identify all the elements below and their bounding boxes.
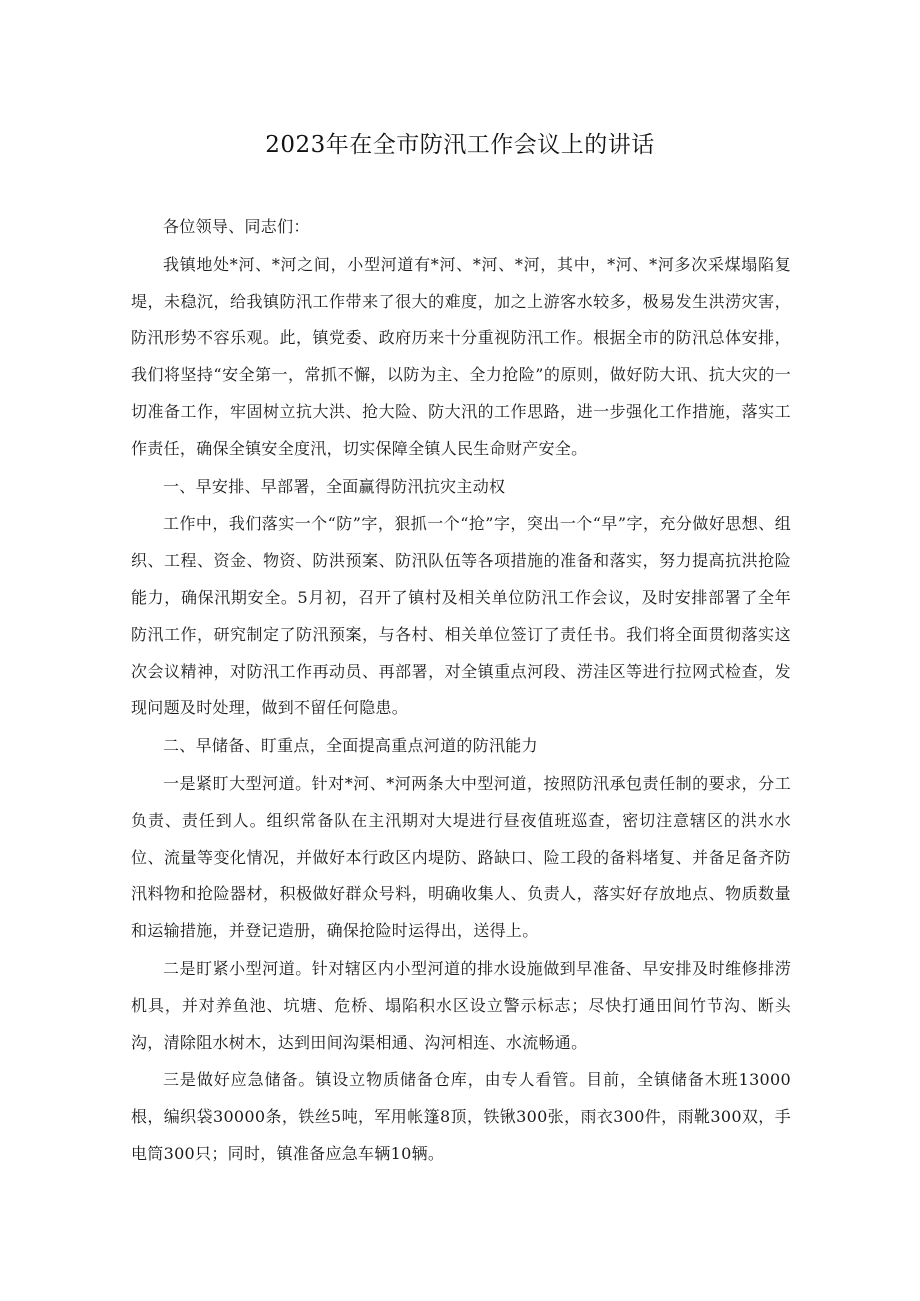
section-2-item-1-paragraph: 一是紧盯大型河道。针对*河、*河两条大中型河道，按照防汛承包责任制的要求，分工负责、责任到人。组织常备队在主汛期对大堤进行昼夜值班巡查，密切注意辖区的洪水水位、流量等变化情况，并做好本行政区内堤防、路缺口、险工段的备料堵复、并备足备齐防汛料物和抢险器材，积极做好群众号料，明确收集人、负责人，落实好存放地点、物质数量和运输措施，并登记造册，确保抢险时运得出，送得上。 xyxy=(131,773,791,941)
salutation-paragraph: 各位领导、同志们： xyxy=(163,217,310,236)
intro-paragraph: 我镇地处*河、*河之间，小型河道有*河、*河、*河，其中，*河、*河多次采煤塌陷复堤，未稳沉，给我镇防汛工作带来了很大的难度，加之上游客水较多，极易发生洪涝灾害，防汛形势不容乐观。此，镇党委、政府历来十分重视防汛工作。根据全市的防汛总体安排，我们将坚持“安全第一，常抓不懈，以防为主、全力抢险”的原则，做好防大讯、抗大灾的一切准备工作，牢固树立抗大洪、抢大险、防大汛的工作思路，进一步强化工作措施，落实工作责任，确保全镇安全度汛，切实保障全镇人民生命财产安全。 xyxy=(131,254,791,458)
section-heading-2: 二、早储备、盯重点，全面提高重点河道的防汛能力 xyxy=(163,736,538,756)
section-2-item-2-paragraph: 二是盯紧小型河道。针对辖区内小型河道的排水设施做到早准备、早安排及时维修排涝机具，并对养鱼池、坑塘、危桥、塌陷积水区设立警示标志；尽快打通田间竹节沟、断头沟，清除阻水树木，达到田间沟渠相通、沟河相连、水流畅通。 xyxy=(131,958,791,1052)
section-heading-1: 一、早安排、早部署，全面赢得防汛抗灾主动权 xyxy=(163,476,506,496)
section-2-item-3-paragraph: 三是做好应急储备。镇设立物质储备仓库，由专人看管。目前，全镇储备木班13000根，编织袋30000条，铁丝5吨，军用帐篷8顶，铁锹300张，雨衣300件，雨靴300双，手电筒300只；同时，镇准备应急车辆10辆。 xyxy=(131,1070,791,1163)
section-1-paragraph: 工作中，我们落实一个“防”字，狠抓一个“抢”字，突出一个“早”字，充分做好思想、组织、工程、资金、物资、防洪预案、防汛队伍等各项措施的准备和落实，努力提高抗洪抢险能力，确保汛期安全。5月初，召开了镇村及相关单位防汛工作会议，及时安排部署了全年防汛工作，研究制定了防汛预案，与各村、相关单位签订了责任书。我们将全面贯彻落实这次会议精神，对防汛工作再动员、再部署，对全镇重点河段、涝洼区等进行拉网式检查，发现问题及时处理，做到不留任何隐患。 xyxy=(131,514,791,718)
document-body xyxy=(131,209,791,1174)
document-title: 2023年在全市防汛工作会议上的讲话 xyxy=(265,132,655,158)
